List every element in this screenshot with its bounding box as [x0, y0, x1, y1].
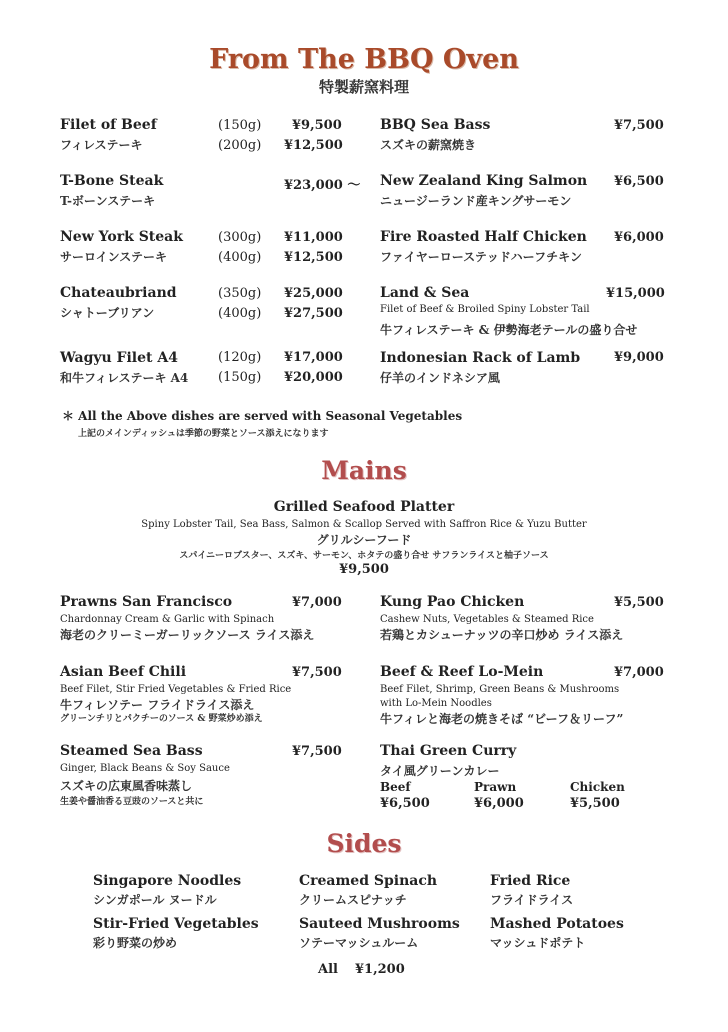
item-name: Indonesian Rack of Lamb: [380, 350, 581, 366]
item-price: ¥17,000: [284, 350, 343, 365]
item-name: Asian Beef Chili: [60, 664, 187, 680]
sides-section-title: Sides: [326, 829, 402, 858]
item-jp: ニュージーランド産キングサーモン: [380, 194, 572, 208]
side-item-jp: 彩り野菜の炒め: [93, 936, 178, 950]
item-jp: シャトーブリアン: [60, 306, 155, 320]
item-portion: (150g): [218, 370, 262, 385]
item-desc: Beef Filet, Shrimp, Green Beans & Mushrooms: [380, 684, 620, 695]
item-name: New York Steak: [60, 229, 183, 245]
item-jp: 牛フィレソテー フライドライス添え: [60, 698, 255, 712]
mains-section-title: Mains: [321, 456, 407, 485]
item-jp: 若鶏とカシューナッツの辛口炒め ライス添え: [380, 628, 624, 642]
side-item-name: Sauteed Mushrooms: [299, 916, 460, 932]
item-jp-note: 生姜や醤油香る豆豉のソースと共に: [60, 797, 204, 807]
item-jp: 和牛フィレステーキ A4: [60, 371, 189, 385]
item-portion: (400g): [218, 250, 262, 265]
item-jp: スズキの薪窯焼き: [380, 138, 477, 152]
item-name: New Zealand King Salmon: [380, 173, 588, 189]
side-item-jp: ソテーマッシュルーム: [299, 936, 419, 950]
item-portion: (350g): [218, 286, 262, 301]
platter-jp-desc: スパイニーロブスター、スズキ、サーモン、ホタテの盛り合せ サフランライスと柚子ソース: [179, 551, 549, 561]
item-name: Fire Roasted Half Chicken: [380, 229, 587, 245]
item-jp: タイ風グリーンカレー: [380, 764, 500, 778]
item-price: ¥7,500: [614, 118, 664, 133]
platter-price: ¥9,500: [339, 562, 389, 577]
side-item-jp: シンガポール ヌードル: [93, 893, 217, 907]
item-name: Prawns San Francisco: [60, 594, 233, 610]
side-item-name: Fried Rice: [490, 873, 571, 889]
item-name: T-Bone Steak: [60, 173, 164, 189]
bbq-note-jp: 上記のメインディッシュは季節の野菜とソース添えになります: [78, 429, 329, 439]
item-price: ¥7,500: [292, 744, 342, 759]
side-item-jp: マッシュドポテト: [490, 936, 586, 950]
item-desc: Beef Filet, Stir Fried Vegetables & Fried Rice: [60, 684, 292, 695]
item-name: Kung Pao Chicken: [380, 594, 525, 610]
item-price: ¥15,000: [606, 286, 665, 301]
curry-option-label: Prawn: [474, 780, 517, 794]
item-name: Filet of Beef: [60, 117, 157, 133]
sides-price: ¥1,200: [355, 962, 405, 977]
item-price: ¥5,500: [614, 595, 664, 610]
platter-jp: グリルシーフード: [316, 533, 412, 547]
item-desc: Chardonnay Cream & Garlic with Spinach: [60, 614, 275, 625]
item-price: ¥9,000: [614, 350, 664, 365]
item-price: ¥20,000: [284, 370, 343, 385]
side-item-name: Creamed Spinach: [299, 873, 438, 889]
item-price: ¥7,000: [292, 595, 342, 610]
item-portion: (300g): [218, 230, 262, 245]
item-jp: 海老のクリーミーガーリックソース ライス添え: [60, 628, 315, 642]
item-jp: 仔羊のインドネシア風: [380, 371, 500, 385]
item-price: ¥23,000 ～: [284, 178, 361, 193]
sides-price-label: All: [318, 962, 338, 977]
item-price: ¥12,500: [284, 138, 343, 153]
item-portion: (400g): [218, 306, 262, 321]
item-price: ¥27,500: [284, 306, 343, 321]
bbq-section-subtitle: 特製薪窯料理: [318, 78, 409, 96]
item-desc: Filet of Beef & Broiled Spiny Lobster Tail: [380, 304, 590, 315]
item-jp: スズキの広東風香味蒸し: [60, 779, 193, 793]
item-name: BBQ Sea Bass: [380, 117, 491, 133]
item-name: Chateaubriand: [60, 285, 177, 301]
side-item-name: Stir-Fried Vegetables: [93, 916, 259, 932]
item-portion: (200g): [218, 138, 262, 153]
item-desc: with Lo-Mein Noodles: [380, 698, 492, 709]
side-item-name: Singapore Noodles: [93, 873, 242, 889]
item-name: Thai Green Curry: [380, 743, 517, 759]
item-name: Land & Sea: [380, 285, 470, 301]
curry-option-price: ¥6,000: [474, 796, 524, 811]
item-name: Wagyu Filet A4: [60, 350, 178, 366]
item-price: ¥7,500: [292, 665, 342, 680]
bbq-note-en: ＊ All the Above dishes are served with Seasonal Vegetables: [62, 409, 463, 423]
item-jp: T-ボーンステーキ: [60, 194, 156, 208]
side-item-jp: フライドライス: [490, 893, 574, 907]
platter-name: Grilled Seafood Platter: [273, 499, 455, 515]
item-desc: Ginger, Black Beans & Soy Sauce: [60, 763, 230, 774]
item-name: Beef & Reef Lo-Mein: [380, 664, 544, 680]
item-jp: ファイヤーローステッドハーフチキン: [380, 250, 582, 264]
side-item-name: Mashed Potatoes: [490, 916, 624, 932]
item-price: ¥11,000: [284, 230, 343, 245]
item-name: Steamed Sea Bass: [60, 743, 203, 759]
curry-option-label: Beef: [380, 780, 411, 794]
item-price: ¥6,000: [614, 230, 664, 245]
platter-desc: Spiny Lobster Tail, Sea Bass, Salmon & Scallop Served with Saffron Rice & Yuzu Butter: [141, 519, 587, 530]
item-price: ¥7,000: [614, 665, 664, 680]
item-price: ¥12,500: [284, 250, 343, 265]
item-portion: (120g): [218, 350, 262, 365]
item-desc: Cashew Nuts, Vegetables & Steamed Rice: [380, 614, 594, 625]
item-jp: サーロインステーキ: [60, 250, 168, 264]
item-price: ¥25,000: [284, 286, 343, 301]
bbq-section-title: From The BBQ Oven: [209, 44, 519, 75]
item-price: ¥9,500: [292, 118, 342, 133]
curry-option-price: ¥6,500: [380, 796, 430, 811]
curry-option-label: Chicken: [570, 780, 625, 794]
item-jp-note: グリーンチリとパクチーのソース & 野菜炒め添え: [60, 714, 263, 724]
curry-option-price: ¥5,500: [570, 796, 620, 811]
side-item-jp: クリームスピナッチ: [299, 893, 407, 907]
item-portion: (150g): [218, 118, 262, 133]
item-jp: 牛フィレと海老の焼きそば “ビーフ＆リーフ”: [380, 712, 624, 726]
item-jp: 牛フィレステーキ & 伊勢海老テールの盛り合せ: [380, 323, 638, 337]
item-price: ¥6,500: [614, 174, 664, 189]
item-jp: フィレステーキ: [60, 138, 143, 152]
